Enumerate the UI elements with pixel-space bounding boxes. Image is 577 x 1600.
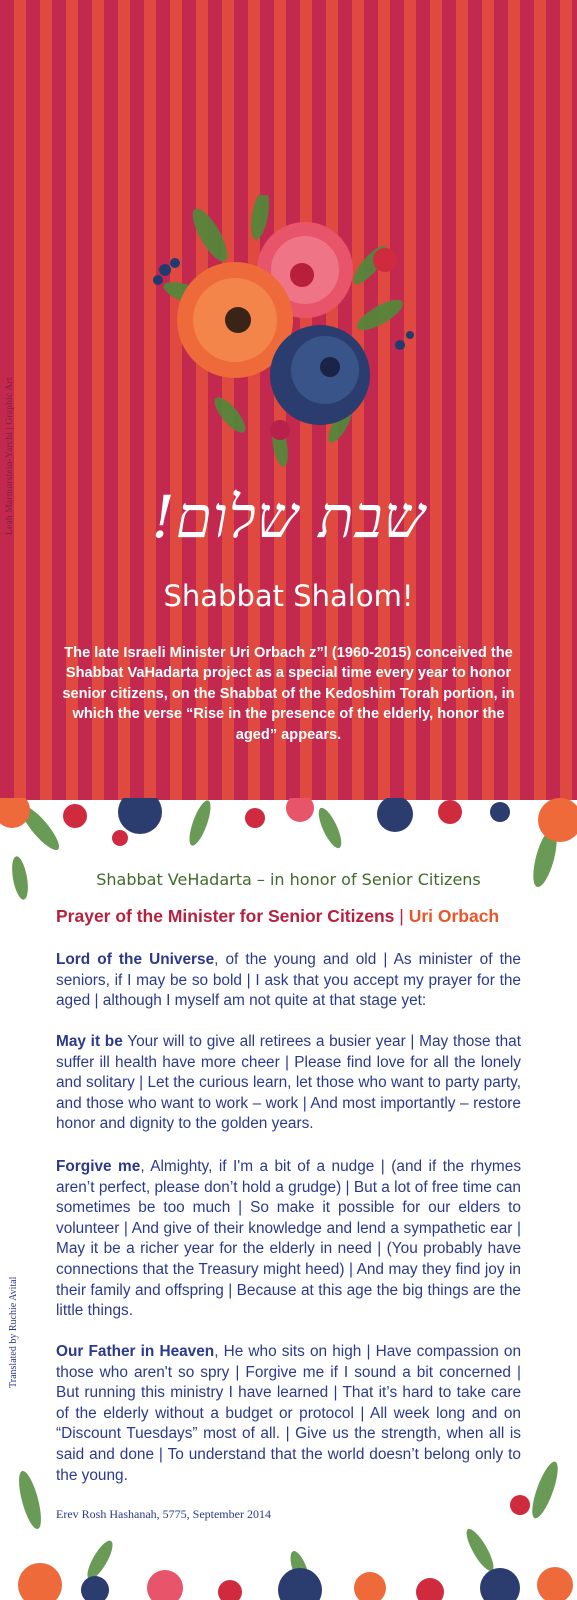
paragraph-text: , of the young and old | As minister of the seniors, if I may be so bold | I ask that you accept my prayer for the aged | although I myself am not quite at that stage yet: [56,951,521,1010]
hebrew-title: !שבת שלום [151,483,426,551]
prayer-paragraph-1 [56,950,521,1012]
title-separator: | [394,906,409,926]
prayer-title-line [56,906,556,927]
author-name: Uri Orbach [408,906,500,926]
dateline: Erev Rosh Hashanah, 5775, September 2014 [56,1507,271,1521]
paragraph-text: , Almighty, if I'm a bit of a nudge | (and if the rhymes aren’t perfect, please don’t hold a grudge) | But a lot of free time can sometimes be too much | So make it possible for our elders to volunteer | And give of their knowledge and lend a sympathetic ear | May it be a richer year for the elderly in need | (You probably have connections that the Treasury might heed) | And may they find joy in their family and offspring | Because at this age the big things are the little things. [56,1158,522,1320]
graphic-art-credit: Leah Marmorstein-Yarchi | Graphic Art [5,377,15,535]
floral-border-bottom [0,1460,577,1600]
prayer-paragraph-3 [56,1157,521,1322]
paragraph-lead: Our Father in Heaven [56,1343,215,1360]
prayer-title: Prayer of the Minister for Senior Citizens [56,906,395,926]
floral-border-top [0,798,577,918]
paragraph-lead: May it be [56,1033,123,1050]
intro-text: The late Israeli Minister Uri Orbach z”l (1960-2015) conceived the Shabbat VaHadarta project as a special time every year to honor senior citizens, on the Shabbat of the Kedoshim Torah portion, in which the verse “Rise in the presence of the elderly, honor the aged” appears. [62,645,515,743]
paragraph-text: , He who sits on high | Have compassion on those who aren't so spry | Forgive me if I sound a bit concerned | But running this ministry I have learned | That it’s hard to take care of the elderly without a budget or protocol | All week long and on “Discount Tuesdays” most of all. | Give us the strength, when all is said and done | To understand that the world doesn’t belong only to the young. [56,1343,521,1484]
paragraph-text: Your will to give all retirees a busier year | May those that suffer ill health have more cheer | Please find love for all the lonely and solitary | Let the curious learn, let those who want to party party, and those who want to work – work | And most importantly – restore honor and dignity to the golden years. [56,1033,521,1133]
paragraph-lead: Forgive me [56,1158,141,1175]
paragraph-lead: Lord of the Universe [56,951,215,968]
translator-credit: Translated by Ruchie Avital [8,1276,19,1388]
english-title: Shabbat Shalom! [163,579,414,613]
prayer-paragraph-2 [56,1032,521,1135]
flower-bouquet-illustration [130,195,440,470]
subtitle: Shabbat VeHadarta – in honor of Senior Citizens [96,870,481,889]
